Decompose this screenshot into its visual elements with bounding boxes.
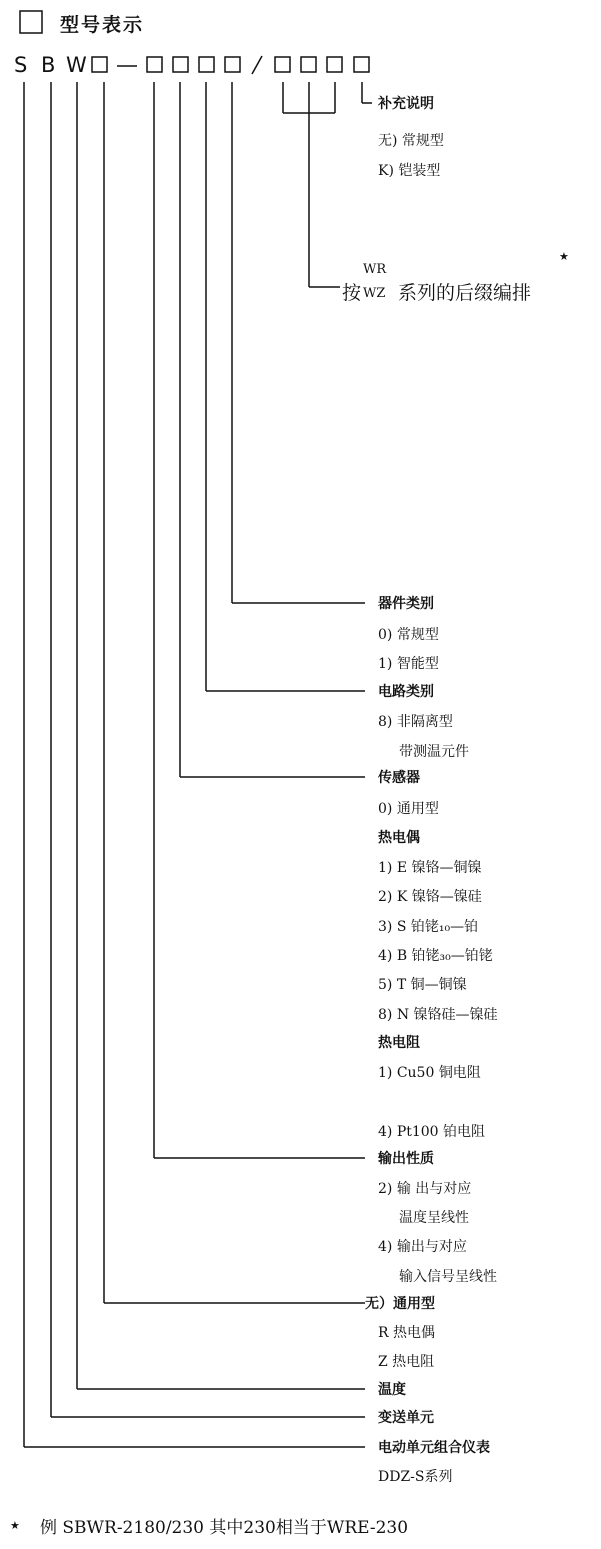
output-item: 2) 输 出与对应 [378, 1181, 472, 1197]
rtd-header: 热电阻 [378, 1035, 420, 1051]
code-letter-W: W [66, 53, 87, 77]
device-category-item: 0) 常规型 [378, 627, 439, 643]
suffix-note-sub: WZ [363, 286, 386, 301]
code-box-4 [199, 57, 214, 72]
transmitter-header: 变送单元 [378, 1410, 434, 1426]
code-letter-B: B [41, 53, 56, 77]
rtd-item: 1) Cu50 铜电阻 [378, 1065, 481, 1081]
combo-item: DDZ-S系列 [378, 1469, 453, 1485]
footnote-text: 例 SBWR-2180/230 其中230相当于WRE-230 [40, 1518, 409, 1538]
thermocouple-item: 2) K 镍铬—镍硅 [378, 889, 482, 905]
thermocouple-item: 8) N 镍铬硅—镍硅 [378, 1007, 498, 1023]
supplement-item: K) 铠装型 [378, 163, 441, 179]
page-title: 型号表示 [60, 14, 145, 36]
code-box-9 [354, 57, 369, 72]
code-box-6 [275, 57, 290, 72]
supplement-header: 补充说明 [378, 96, 434, 112]
suffix-note-prefix: 按 [342, 282, 362, 304]
thermocouple-item: 4) B 铂铑₃₀—铂铑 [378, 948, 493, 964]
combo-header: 电动单元组合仪表 [378, 1440, 490, 1456]
supplement-item: 无) 常规型 [378, 133, 444, 149]
general-item: Z 热电阻 [378, 1354, 435, 1370]
code-letter-S: S [14, 53, 28, 77]
circuit-category-item: 8) 非隔离型 [378, 714, 453, 730]
output-item: 温度呈线性 [399, 1210, 469, 1226]
thermocouple-item: 1) E 镍铬—铜镍 [378, 860, 482, 876]
code-box-5 [225, 57, 240, 72]
temperature-header: 温度 [378, 1382, 406, 1398]
device-category-item: 1) 智能型 [378, 656, 439, 672]
footnote-star-icon: ★ [10, 1519, 20, 1532]
code-box-2 [147, 57, 162, 72]
thermocouple-item: 3) S 铂铑₁₀—铂 [378, 919, 479, 935]
code-box-3 [173, 57, 188, 72]
rtd-item: 4) Pt100 铂电阻 [378, 1124, 486, 1140]
output-item: 4) 输出与对应 [378, 1239, 467, 1255]
code-box-8 [327, 57, 342, 72]
suffix-note-text: 系列的后缀编排 [398, 282, 532, 304]
output-item: 输入信号呈线性 [399, 1269, 497, 1285]
thermocouple-item: 5) T 铜—铜镍 [378, 977, 467, 993]
general-item: R 热电偶 [378, 1325, 435, 1341]
general-header: 无）通用型 [365, 1296, 435, 1312]
title-box [20, 11, 42, 33]
code-box-7 [301, 57, 316, 72]
circuit-category-item: 带测温元件 [399, 744, 469, 760]
thermocouple-header: 热电偶 [378, 830, 420, 846]
star-icon: ★ [559, 250, 569, 263]
output-header: 输出性质 [378, 1151, 434, 1167]
code-box-1 [92, 57, 107, 72]
sensor-header: 传感器 [378, 770, 420, 786]
circuit-category-header: 电路类别 [378, 684, 434, 700]
sensor-item: 0) 通用型 [378, 801, 439, 817]
device-category-header: 器件类别 [378, 596, 434, 612]
suffix-note-sup: WR [363, 262, 387, 277]
